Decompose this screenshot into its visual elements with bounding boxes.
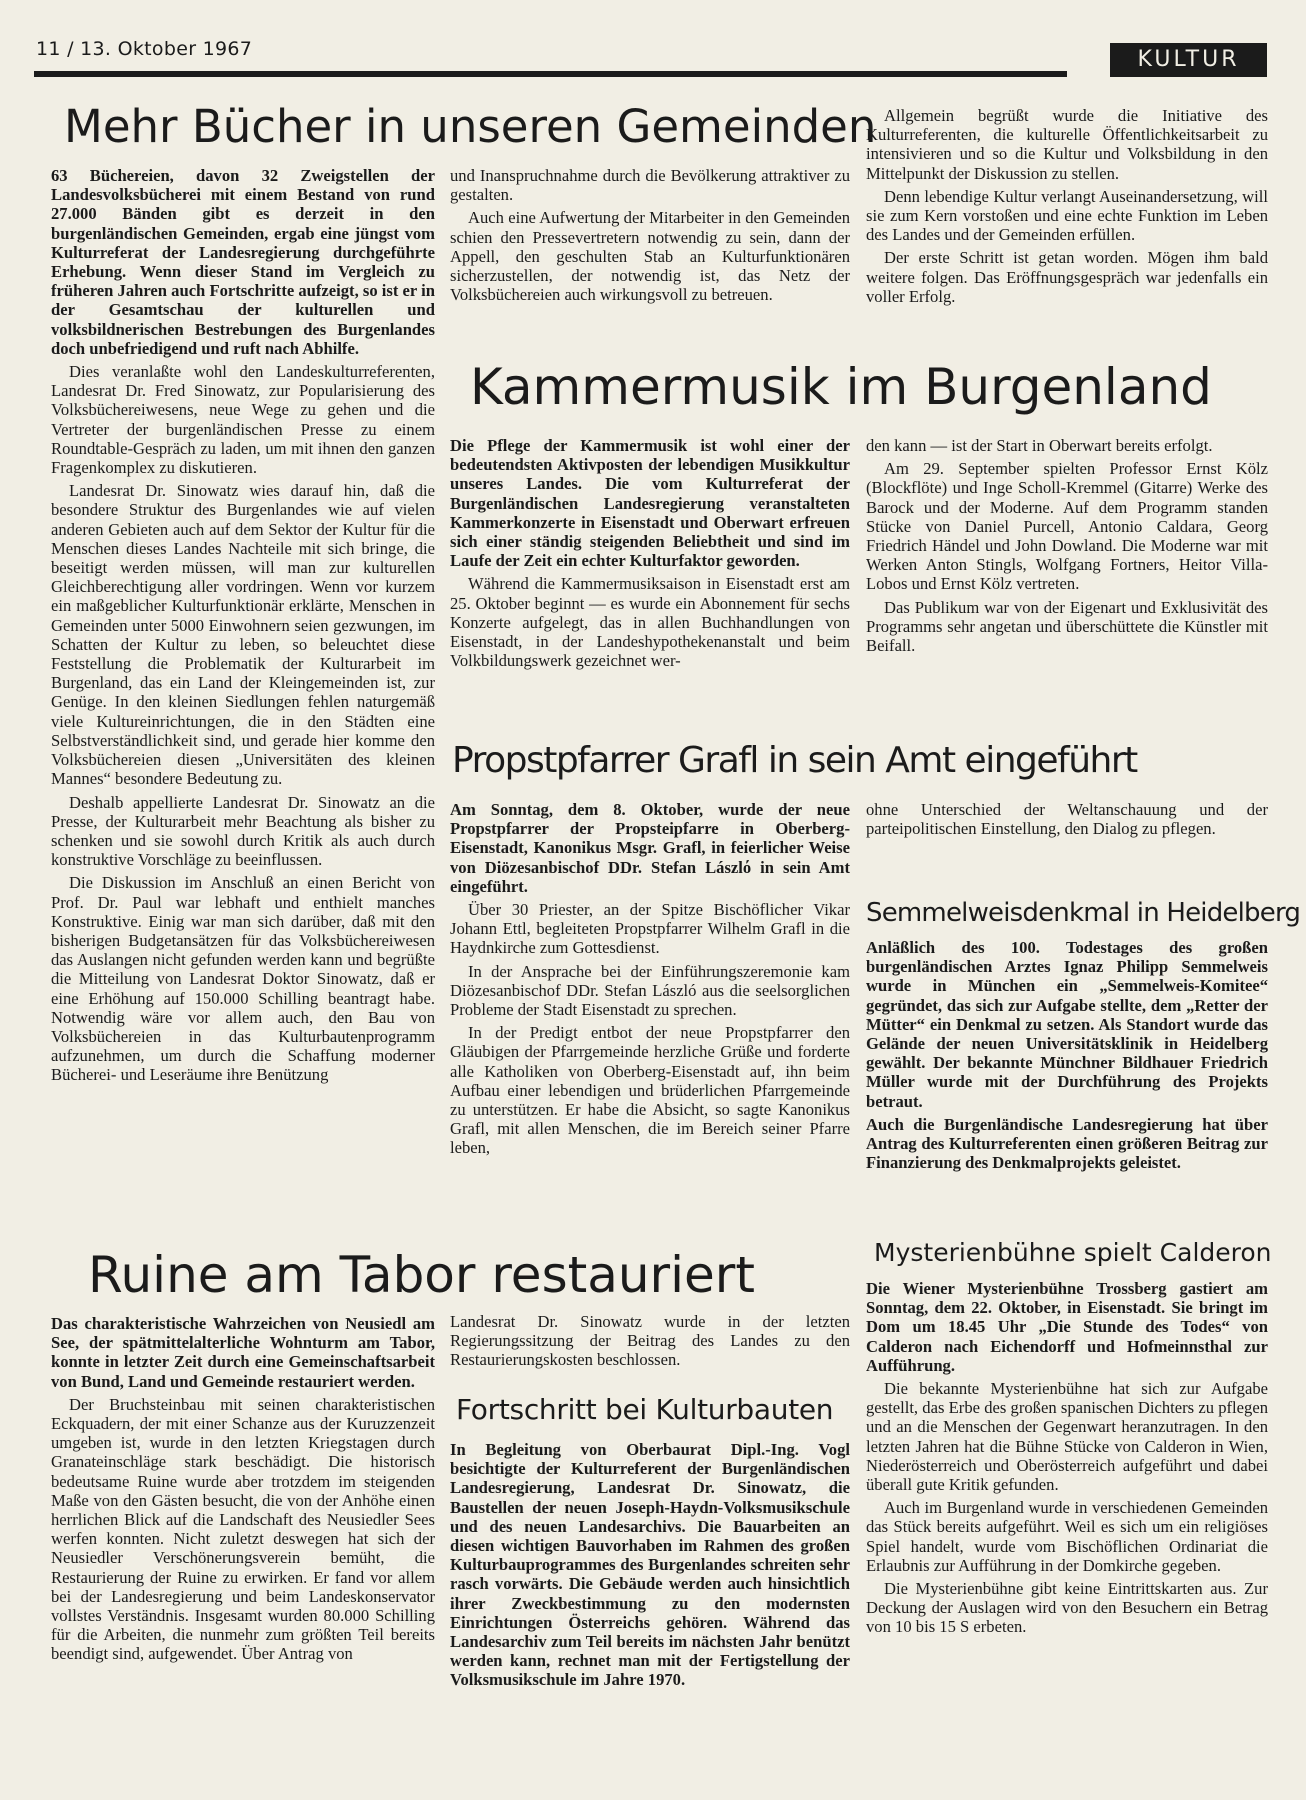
paragraph: Landesrat Dr. Sinowatz wies darauf hin, daß die besondere Struktur des Burgenlandes wie auf vielen anderen Gebieten auch auf dem Sektor der Kultur für die Menschen dieses Landes Nachteile mit sich bringe, die beseitigt werden müssen, will man zur kulturellen Gleichberechtigung aller vordringen. Wenn vor kurzem ein maßgeblicher Kulturfunktionär erklärte, Menschen in Gemeinden unter 5000 Einwohnern seien gezwungen, im Schatten der Kultur zu leben, so beleuchtet diese Feststellung die Problematik der Kulturarbeit im Burgenland, das ein Land der Kleingemeinden ist, zur Genüge. In den kleinen Siedlungen fehlen naturgemäß viele Kultureinrichtungen, die in den Städten eine Selbstverständlichkeit sind, und gerade hier komme den Volksbüchereien diesen „Universitäten des kleinen Mannes“ besondere Bedeutung zu.	[51, 481, 435, 789]
article-tabor-col2	[450, 1312, 850, 1374]
paragraph: und Inanspruchnahme durch die Bevölkerung attraktiver zu gestalten.	[450, 166, 850, 205]
article-semmelweis-col1	[866, 938, 1268, 1176]
paragraph: Auch eine Aufwertung der Mitarbeiter in den Gemeinden schien den Pressevertretern notwendig zu sein, dann der Appell, den geschulten Stab an Kulturfunktionären sicherzustellen, der notwendig ist, das Netz der Volksbüchereien auch wirkungsvoll zu betreuen.	[450, 208, 850, 305]
article-kammermusik-col2	[866, 436, 1268, 659]
paragraph: In der Predigt entbot der neue Propstpfarrer den Gläubigen der Pfarrgemeinde herzliche Grüße und forderte alle Katholiken von Oberberg-Eisenstadt auf, ihn beim Aufbau einer lebendigen und brüderlichen Pfarrgemeinde zu unterstützen. Er habe die Absicht, so sagte Kanonikus Grafl, mit allen Menschen, die im Bereich seiner Pfarre leben,	[450, 1023, 850, 1158]
section-badge: KULTUR	[1110, 43, 1267, 77]
paragraph: Die bekannte Mysterienbühne hat sich zur Aufgabe gestellt, das Erbe des großen spanischen Dichters zu pflegen und an die Menschen der Gegenwart heranzutragen. In den letzten Jahren hat die Bühne Stücke von Calderon in Wien, Niederösterreich und Oberösterreich aufgeführt und dabei überall gute Kritik gefunden.	[866, 1379, 1268, 1495]
paragraph: Die Pflege der Kammermusik ist wohl einer der bedeutendsten Aktivposten der lebendigen Musikkultur unseres Landes. Die vom Kulturreferat der Burgenländischen Landesregierung veranstalteten Kammerkonzerte in Eisenstadt und Oberwart erfreuen sich einer ständig steigenden Beliebtheit und sind im Laufe der Zeit ein echter Kulturfaktor geworden.	[450, 436, 850, 571]
paragraph: Auch die Burgenländische Landesregierung hat über Antrag des Kulturreferenten einen größeren Beitrag zur Finanzierung des Denkmalprojekts geleistet.	[866, 1114, 1268, 1173]
paragraph: Die Diskussion im Anschluß an einen Bericht von Prof. Dr. Paul war lebhaft und enthielt manches Konstruktive. Einig war man sich darüber, daß mit den bisherigen Budgetansätzen für das Volksbüchereiwesen das Auslangen nicht gefunden werden kann und begrüßte die Mitteilung von Landesrat Doktor Sinowatz, daß er eine Erhöhung auf 150.000 Schilling beantragt habe. Notwendig wäre vor allem auch, den Bau von Volksbüchereien in das Kulturbautenprogramm aufzunehmen, um durch die Schaffung moderner Bücherei- und Leseräume ihre Benützung	[51, 873, 435, 1085]
article-title-grafl: Propstpfarrer Grafl in sein Amt eingeführt	[452, 740, 1137, 781]
paragraph: Denn lebendige Kultur verlangt Auseinandersetzung, will sie zum Kern vorstoßen und eine echte Funktion im Leben des Landes und der Gemeinden erfüllen.	[866, 186, 1268, 245]
paragraph: Der Bruchsteinbau mit seinen charakteristischen Eckquadern, der mit einer Schanze aus der Kuruzzenzeit umgeben ist, wurde in den letzten Kriegstagen durch Granateinschläge stark beschädigt. Die historisch bedeutsame Ruine wurde aber trotzdem im steigenden Maße von den Gästen besucht, die von der Anhöhe einen herrlichen Blick auf die Landschaft des Neusiedler Sees werfen konnten. Nicht zuletzt deswegen hat sich der Neusiedler Verschönerungsverein bemüht, die Restaurierung der Ruine zu erwirken. Er fand vor allem bei der Landesregierung und beim Landeskonservator vollstes Verständnis. Insgesamt wurden 80.000 Schilling für die Arbeiten, die nunmehr zum größten Teil bereits beendigt sind, aufgewendet. Über Antrag von	[51, 1394, 435, 1664]
paragraph: Das Publikum war von der Eigenart und Exklusivität des Programms sehr angetan und überschüttete die Künstler mit Beifall.	[866, 597, 1268, 656]
paragraph: Die Mysterienbühne gibt keine Eintrittskarten aus. Zur Deckung der Auslagen wird von den Besuchern ein Betrag von 10 bis 15 S erbeten.	[866, 1579, 1268, 1637]
article-mysterienbuehne-col1	[866, 1279, 1268, 1641]
paragraph: den kann — ist der Start in Oberwart bereits erfolgt.	[866, 436, 1213, 455]
page-header: 11 / 13. Oktober 1967	[36, 38, 253, 60]
article-title-tabor: Ruine am Tabor restauriert	[88, 1246, 755, 1304]
paragraph: Deshalb appellierte Landesrat Dr. Sinowatz an die Presse, der Kulturarbeit mehr Beachtung als bisher zu schenken und sie sowohl durch Kritik als auch durch konstruktive Vorschläge zu beeinflussen.	[51, 792, 435, 870]
paragraph: Während die Kammermusiksaison in Eisenstadt erst am 25. Oktober beginnt — es wurde ein Abonnement für sechs Konzerte aufgelegt, das in allen Buchhandlungen von Eisenstadt, in der Landeshypothekenanstalt und beim Volkbildungswerk gezeichnet wer-	[450, 574, 850, 671]
paragraph: Dies veranlaßte wohl den Landeskulturreferenten, Landesrat Dr. Fred Sinowatz, zur Popularisierung des Volksbüchereiwesens, neue Wege zu gehen und die Vertreter der burgenländischen Presse zu einem Roundtable-Gespräch zu laden, um mit ihnen den ganzen Fragenkomplex zu diskutieren.	[51, 362, 435, 478]
article-grafl-col2	[866, 800, 1268, 842]
paragraph: Das charakteristische Wahrzeichen von Neusiedl am See, der spätmittelalterliche Wohnturm am Tabor, konnte in letzter Zeit durch eine Gemeinschaftsarbeit von Bund, Land und Gemeinde restauriert werden.	[51, 1314, 435, 1391]
paragraph: Der erste Schritt ist getan worden. Mögen ihm bald weitere folgen. Das Eröffnungsgespräch war jedenfalls ein voller Erfolg.	[866, 248, 1268, 306]
paragraph: Die Wiener Mysterienbühne Trossberg gastiert am Sonntag, dem 22. Oktober, in Eisenstadt. Sie bringt im Dom um 18.45 Uhr „Die Stunde des Todes“ von Calderon nach Eichendorff und Hofmeinnsthal zur Aufführung.	[866, 1279, 1268, 1375]
article-title-kulturbauten: Fortschritt bei Kulturbauten	[456, 1393, 834, 1426]
article-kammermusik-col1	[450, 436, 850, 674]
article-buecher-col2	[450, 166, 850, 308]
article-title-semmelweis: Semmelweisdenkmal in Heidelberg	[866, 898, 1301, 928]
paragraph: Auch im Burgenland wurde in verschiedenen Gemeinden das Stück bereits aufgeführt. Weil es sich um ein religiöses Spiel handelt, wurde vom Bischöflichen Ordinariat die Erlaubnis zur Aufführung in der Domkirche gegeben.	[866, 1498, 1268, 1575]
article-title-mysterienbuehne: Mysterienbühne spielt Calderon	[874, 1238, 1272, 1267]
article-kulturbauten-col1	[450, 1440, 850, 1694]
paragraph: Am 29. September spielten Professor Ernst Kölz (Blockflöte) und Inge Scholl-Kremmel (Gitarre) Werke des Barock und der Moderne. Auf dem Programm standen Stücke von Daniel Purcell, Antonio Caldara, Georg Friedrich Händel und John Dowland. Die Moderne war mit Werken Anton Stingls, Wolfgang Fortners, Heitor Villa-Lobos und Ernst Kölz vertreten.	[866, 459, 1268, 594]
article-title-kammermusik: Kammermusik im Burgenland	[470, 358, 1212, 416]
article-buecher-col1	[51, 166, 435, 1089]
paragraph: Über 30 Priester, an der Spitze Bischöflicher Vikar Johann Ettl, begleiteten Propstpfarrer Wilhelm Grafl in die Haydnkirche zum Gottesdienst.	[450, 900, 850, 958]
paragraph: Anläßlich des 100. Todestages des großen burgenländischen Arztes Ignaz Philipp Semmelweis wurde in München ein „Semmelweis-Komitee“ gegründet, das sich zur Aufgabe stellte, dem „Retter der Mütter“ ein Denkmal zu setzen. Als Standort wurde das Gelände der neuen Universitätsklinik in Heidelberg gewählt. Der bekannte Münchner Bildhauer Friedrich Müller wurde mit der Durchführung des Projekts betraut.	[866, 938, 1268, 1111]
article-tabor-col1	[51, 1314, 435, 1668]
header-rule	[34, 71, 1067, 77]
article-buecher-col3	[866, 106, 1268, 310]
paragraph: In der Ansprache bei der Einführungszeremonie kam Diözesanbischof DDr. Stefan László aus die seelsorglichen Probleme der Stadt Eisenstadt zu sprechen.	[450, 961, 850, 1020]
paragraph: Landesrat Dr. Sinowatz wurde in der letzten Regierungssitzung der Beitrag des Landes zu den Restaurierungskosten beschlossen.	[450, 1312, 850, 1370]
paragraph: Allgemein begrüßt wurde die Initiative des Kulturreferenten, die kulturelle Öffentlichkeitsarbeit zu intensivieren und so die Kultur und Volksbildung in den Mittelpunkt der Diskussion zu stellen.	[866, 106, 1268, 183]
article-title-buecher: Mehr Bücher in unseren Gemeinden	[64, 100, 877, 153]
article-grafl-col1	[450, 800, 850, 1162]
paragraph: ohne Unterschied der Weltanschauung und der parteipolitischen Einstellung, den Dialog zu pflegen.	[866, 800, 1268, 839]
paragraph: In Begleitung von Oberbaurat Dipl.-Ing. Vogl besichtigte der Kulturreferent der Burgenländischen Landesregierung, Landesrat Dr. Sinowatz, die Baustellen der neuen Joseph-Haydn-Volksmusikschule und des neuen Landesarchivs. Die Bauarbeiten an diesen wichtigen Bauvorhaben im Rahmen des großen Kulturbauprogrammes des Burgenlandes schreiten sehr rasch vorwärts. Die Gebäude werden auch hinsichtlich ihrer Zweckbestimmung zu den modernsten Einrichtungen Österreichs gehören. Während das Landesarchiv zum Teil bereits im nächsten Jahr benützt werden kann, rechnet man mit der Fertigstellung der Volksmusikschule im Jahre 1970.	[450, 1440, 850, 1690]
paragraph: 63 Büchereien, davon 32 Zweigstellen der Landesvolksbücherei mit einem Bestand von rund 27.000 Bänden gibt es derzeit in den burgenländischen Gemeinden, ergab eine jüngst vom Kulturreferat der Landesregierung durchgeführte Erhebung. Wenn dieser Stand im Vergleich zu früheren Jahren auch Fortschritte aufzeigt, so ist er in der Gesamtschau der kulturellen und volksbildnerischen Bestrebungen des Burgenlandes doch unbefriedigend und ruft nach Abhilfe.	[51, 166, 435, 358]
paragraph: Am Sonntag, dem 8. Oktober, wurde der neue Propstpfarrer der Propsteipfarre in Oberberg-Eisenstadt, Kanonikus Msgr. Grafl, in feierlicher Weise von Diözesanbischof DDr. Stefan Lászlό in sein Amt eingeführt.	[450, 800, 850, 896]
